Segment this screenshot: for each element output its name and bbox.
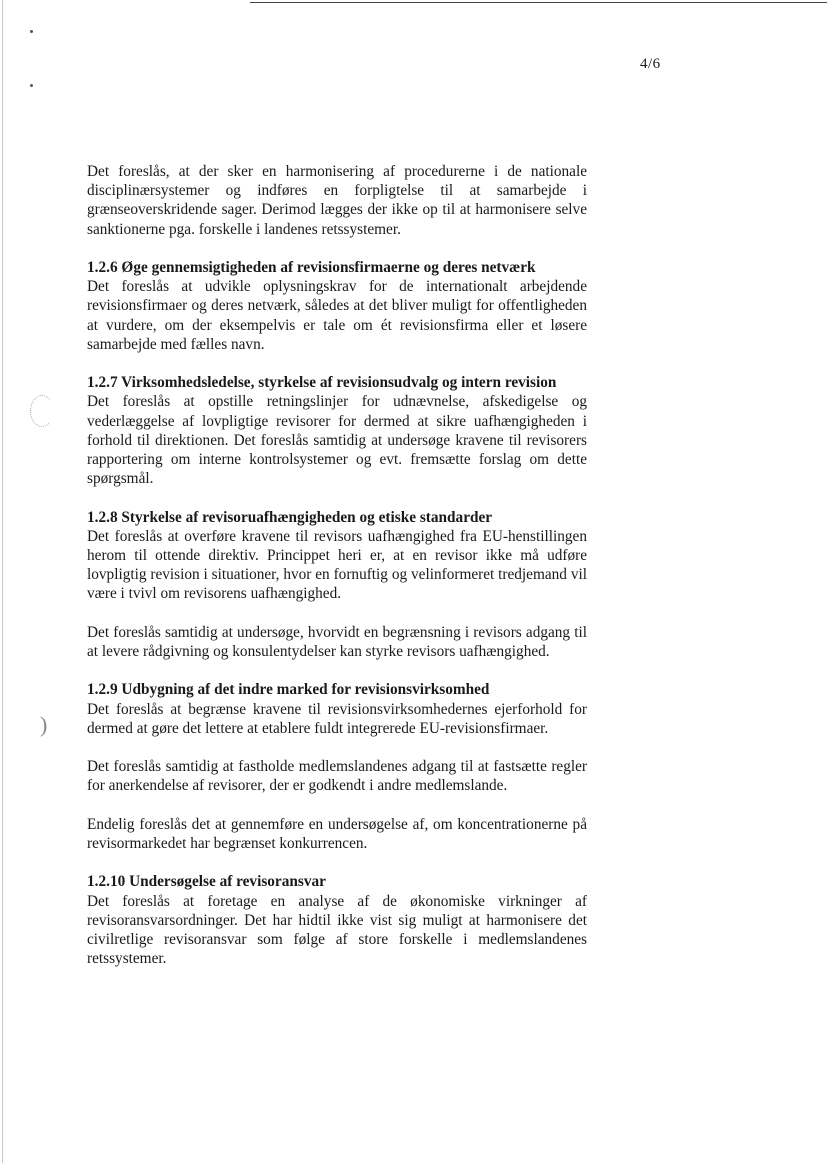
section-heading: 1.2.9 Udbygning af det indre marked for revisionsvirksomhed: [87, 681, 490, 699]
section-1-2-8: [87, 508, 587, 662]
page-number: 4/6: [640, 56, 661, 72]
section-body: Det foreslås at foretage en analyse af de økonomiske virkninger af revisoransvarsordninger. Det har hidtil ikke vist sig muligt at harmonisere det civilretlige revisoransvar som følge af store forskelle i medlemslandenes retssystemer.: [87, 892, 587, 968]
scan-speck: [30, 84, 33, 87]
section-body: Det foreslås at opstille retningslinjer for udnævnelse, afskedigelse og vederlæggelse af lovpligtige revisorer for dermed at sikre uafhængigheden i forhold til direktionen. Det foreslås samtidig at undersøge kravene til revisorers rapportering om interne kontrolsystemer og evt. fremsætte forslag om dette spørgsmål.: [87, 393, 587, 488]
section-body: Det foreslås at begrænse kravene til revisionsvirksomhedernes ejerforhold for dermed at gøre det lettere at etablere fuldt integrerede EU-revisionsfirmaer.: [87, 700, 587, 737]
section-1-2-7: [87, 373, 587, 488]
section-heading: 1.2.7 Virksomhedsledelse, styrkelse af revisionsudvalg og intern revision: [87, 374, 557, 392]
section-1-2-10: [87, 872, 587, 968]
section-body: Det foreslås at udvikle oplysningskrav for de internationalt arbejdende revisionsfirmaer og deres netværk, således at det bliver muligt for offentligheden at vurdere, om der eksempelvis er tale om ét revisionsfirma eller et løsere samarbejde med fælles navn.: [87, 278, 587, 353]
scan-edge-left: [2, 0, 3, 1163]
section-heading: 1.2.10 Undersøgelse af revisoransvar: [87, 873, 326, 891]
section-1-2-9: [87, 680, 587, 853]
section-body: Det foreslås at overføre kravene til revisors uafhængighed fra EU-henstillingen herom til ottende direktiv. Princippet heri er, at en revisor ikke må udføre lovpligtig revision i situationer, hvor en fornuftig og velinformeret tredjemand vil være i tvivl om revisorens uafhængighed.: [87, 527, 587, 603]
scan-edge-top: [250, 2, 827, 3]
intro-paragraph: Det foreslås, at der sker en harmonisering af procedurerne i de nationale disciplinærsystemer og indføres en forpligtelse til at samarbejde i grænseoverskridende sager. Derimod lægges der ikke op til at harmonisere selve sanktionerne pga. forskelle i landenes retssystemer.: [87, 163, 587, 238]
section-paragraph: Det foreslås samtidig at fastholde medlemslandenes adgang til at fastsætte regler for anerkendelse af revisorer, der er godkendt i andre medlemslande.: [87, 758, 587, 795]
section-1-2-6: [87, 258, 587, 354]
scan-speck: [30, 30, 33, 33]
section-heading: 1.2.8 Styrkelse af revisoruafhængigheden og etiske standarder: [87, 508, 493, 526]
margin-mark: ): [40, 712, 48, 737]
section-paragraph: Det foreslås samtidig at undersøge, hvorvidt en begrænsning i revisors adgang til at levere rådgivning og konsulentydelser kan styrke revisors uafhængighed.: [87, 623, 587, 661]
margin-mark: [30, 395, 54, 427]
section-paragraph: Endelig foreslås det at gennemføre en undersøgelse af, om koncentrationerne på revisormarkedet har begrænset konkurrencen.: [87, 815, 587, 852]
section-heading: 1.2.6 Øge gennemsigtigheden af revisionsfirmaerne og deres netværk: [87, 259, 536, 276]
document-body: [87, 162, 587, 988]
